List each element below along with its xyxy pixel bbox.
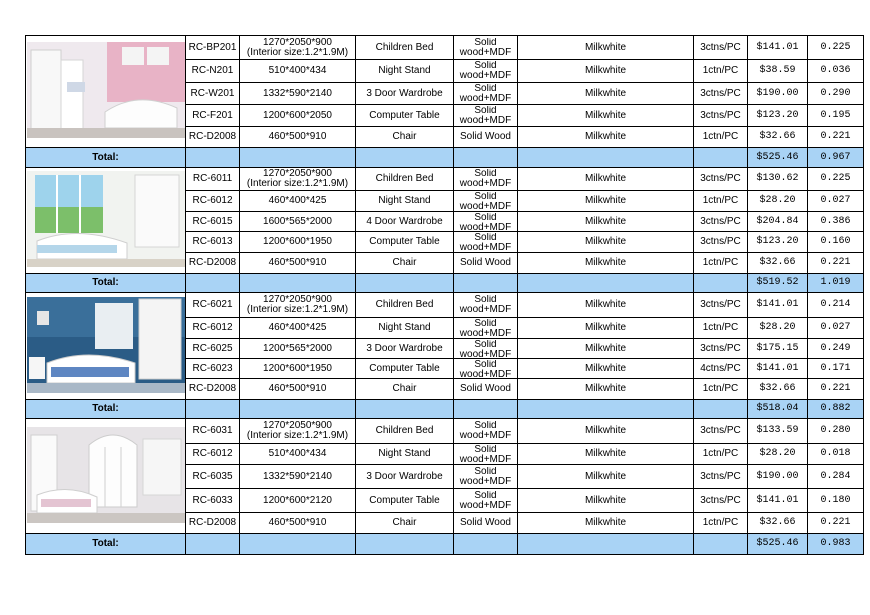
total-empty-cell (186, 148, 240, 168)
item-price: $141.01 (748, 359, 808, 379)
item-volume: 0.225 (808, 36, 864, 60)
item-size: 1200*565*2000 (240, 339, 356, 359)
item-code: RC-6012 (186, 318, 240, 339)
item-volume: 0.160 (808, 232, 864, 253)
item-name: Chair (356, 253, 454, 274)
material-value: Solid wood+MDF (459, 295, 512, 315)
total-label: Total: (26, 274, 186, 293)
size-value: 1270*2050*900 (263, 420, 332, 431)
item-color: Milkwhite (518, 339, 694, 359)
total-empty-cell (518, 534, 694, 555)
bedroom-set-grey-photo (26, 419, 186, 534)
total-empty-cell (694, 148, 748, 168)
item-name: 3 Door Wardrobe (356, 465, 454, 489)
total-volume: 0.967 (808, 148, 864, 168)
item-name: Children Bed (356, 419, 454, 444)
item-packing: 3ctns/PC (694, 168, 748, 191)
item-color: Milkwhite (518, 379, 694, 400)
item-material: Solid Wood (454, 127, 518, 148)
item-material (454, 359, 518, 379)
total-empty-cell (240, 534, 356, 555)
material-value: Solid wood+MDF (459, 421, 512, 441)
item-price: $141.01 (748, 293, 808, 318)
total-volume: 0.983 (808, 534, 864, 555)
total-price: $519.52 (748, 274, 808, 293)
item-code: RC-D2008 (186, 253, 240, 274)
item-price: $38.59 (748, 60, 808, 83)
item-size: 1200*600*2120 (240, 489, 356, 513)
total-empty-cell (356, 400, 454, 419)
item-size: 1332*590*2140 (240, 465, 356, 489)
item-row (26, 419, 864, 444)
item-material (454, 105, 518, 127)
item-material (454, 60, 518, 83)
item-name: Computer Table (356, 359, 454, 379)
item-size: 1200*600*1950 (240, 359, 356, 379)
item-price: $28.20 (748, 444, 808, 465)
bedroom-set-pink-photo (26, 36, 186, 148)
item-volume: 0.171 (808, 359, 864, 379)
total-empty-cell (518, 274, 694, 293)
item-code: RC-6015 (186, 212, 240, 232)
item-material (454, 293, 518, 318)
total-price: $525.46 (748, 534, 808, 555)
item-color: Milkwhite (518, 191, 694, 212)
total-row (26, 148, 864, 168)
item-packing: 1ctn/PC (694, 253, 748, 274)
item-code: RC-6033 (186, 489, 240, 513)
total-empty-cell (186, 274, 240, 293)
item-color: Milkwhite (518, 318, 694, 339)
item-material (454, 489, 518, 513)
item-code: RC-D2008 (186, 379, 240, 400)
item-code: RC-6021 (186, 293, 240, 318)
item-packing: 3ctns/PC (694, 339, 748, 359)
total-row (26, 274, 864, 293)
item-size: 460*500*910 (240, 379, 356, 400)
item-size (240, 419, 356, 444)
item-material (454, 318, 518, 339)
item-material (454, 212, 518, 232)
item-color: Milkwhite (518, 60, 694, 83)
item-color: Milkwhite (518, 419, 694, 444)
item-name: Chair (356, 127, 454, 148)
item-volume: 0.221 (808, 379, 864, 400)
size-value: 1270*2050*900 (263, 36, 332, 48)
total-empty-cell (518, 148, 694, 168)
item-material (454, 444, 518, 465)
material-value: Solid wood+MDF (459, 212, 512, 231)
item-price: $204.84 (748, 212, 808, 232)
product-photo (27, 297, 185, 393)
item-price: $28.20 (748, 191, 808, 212)
item-color: Milkwhite (518, 444, 694, 465)
item-price: $123.20 (748, 232, 808, 253)
item-color: Milkwhite (518, 232, 694, 253)
item-price: $123.20 (748, 105, 808, 127)
material-value: Solid wood+MDF (459, 490, 512, 511)
item-size (240, 293, 356, 318)
item-volume: 0.221 (808, 127, 864, 148)
item-price: $32.66 (748, 379, 808, 400)
bedroom-set-window-photo (26, 168, 186, 274)
item-volume: 0.284 (808, 465, 864, 489)
item-code: RC-F201 (186, 105, 240, 127)
item-row (26, 36, 864, 60)
item-name: Computer Table (356, 105, 454, 127)
item-packing: 3ctns/PC (694, 489, 748, 513)
item-name: Chair (356, 379, 454, 400)
total-empty-cell (186, 534, 240, 555)
item-size: 460*400*425 (240, 318, 356, 339)
total-label: Total: (26, 148, 186, 168)
item-packing: 3ctns/PC (694, 419, 748, 444)
item-name: Computer Table (356, 489, 454, 513)
product-photo (27, 427, 185, 523)
item-code: RC-D2008 (186, 513, 240, 534)
item-color: Milkwhite (518, 168, 694, 191)
item-packing: 3ctns/PC (694, 83, 748, 105)
item-size: 510*400*434 (240, 60, 356, 83)
item-color: Milkwhite (518, 105, 694, 127)
item-color: Milkwhite (518, 36, 694, 60)
product-photo (27, 42, 185, 138)
item-size: 1200*600*2050 (240, 105, 356, 127)
size-note: (Interior size:1.2*1.9M) (246, 430, 349, 441)
total-empty-cell (356, 274, 454, 293)
item-code: RC-6025 (186, 339, 240, 359)
material-value: Solid wood+MDF (459, 318, 512, 338)
item-size: 460*500*910 (240, 127, 356, 148)
total-price: $518.04 (748, 400, 808, 419)
item-packing: 3ctns/PC (694, 105, 748, 127)
item-packing: 1ctn/PC (694, 127, 748, 148)
item-size: 510*400*434 (240, 444, 356, 465)
total-empty-cell (694, 400, 748, 419)
material-value: Solid wood+MDF (459, 169, 512, 189)
size-note: (Interior size:1.2*1.9M) (246, 178, 349, 189)
item-packing: 1ctn/PC (694, 444, 748, 465)
item-price: $130.62 (748, 168, 808, 191)
item-price: $32.66 (748, 253, 808, 274)
total-empty-cell (694, 274, 748, 293)
item-volume: 0.290 (808, 83, 864, 105)
item-color: Milkwhite (518, 253, 694, 274)
item-packing: 1ctn/PC (694, 191, 748, 212)
item-color: Milkwhite (518, 293, 694, 318)
item-volume: 0.249 (808, 339, 864, 359)
material-value: Solid wood+MDF (459, 232, 512, 252)
item-volume: 0.180 (808, 489, 864, 513)
item-size: 460*400*425 (240, 191, 356, 212)
item-volume: 0.027 (808, 318, 864, 339)
total-empty-cell (454, 534, 518, 555)
item-code: RC-6031 (186, 419, 240, 444)
size-value: 1270*2050*900 (263, 294, 332, 305)
total-empty-cell (240, 400, 356, 419)
item-code: RC-W201 (186, 83, 240, 105)
item-name: Night Stand (356, 444, 454, 465)
item-volume: 0.195 (808, 105, 864, 127)
item-price: $190.00 (748, 83, 808, 105)
item-volume: 0.386 (808, 212, 864, 232)
total-empty-cell (240, 274, 356, 293)
item-volume: 0.027 (808, 191, 864, 212)
item-size: 460*500*910 (240, 253, 356, 274)
total-label: Total: (26, 400, 186, 419)
item-code: RC-6012 (186, 444, 240, 465)
item-size: 1600*565*2000 (240, 212, 356, 232)
item-code: RC-6011 (186, 168, 240, 191)
size-value: 1270*2050*900 (263, 168, 332, 179)
item-name: Night Stand (356, 60, 454, 83)
item-volume: 0.036 (808, 60, 864, 83)
item-material (454, 83, 518, 105)
item-code: RC-6013 (186, 232, 240, 253)
item-name: Computer Table (356, 232, 454, 253)
item-code: RC-BP201 (186, 36, 240, 60)
item-size: 1332*590*2140 (240, 83, 356, 105)
item-size: 460*500*910 (240, 513, 356, 534)
item-code: RC-6023 (186, 359, 240, 379)
item-name: Night Stand (356, 318, 454, 339)
item-packing: 3ctns/PC (694, 293, 748, 318)
material-value: Solid wood+MDF (459, 359, 512, 378)
item-row (26, 293, 864, 318)
product-photo (27, 171, 185, 267)
item-material (454, 168, 518, 191)
item-code: RC-D2008 (186, 127, 240, 148)
item-packing: 3ctns/PC (694, 232, 748, 253)
item-code: RC-6012 (186, 191, 240, 212)
item-material (454, 465, 518, 489)
material-value: Solid wood+MDF (459, 37, 512, 58)
total-volume: 1.019 (808, 274, 864, 293)
total-label: Total: (26, 534, 186, 555)
item-volume: 0.280 (808, 419, 864, 444)
item-price: $32.66 (748, 127, 808, 148)
material-value: Solid wood+MDF (459, 444, 512, 464)
item-volume: 0.221 (808, 513, 864, 534)
item-price: $32.66 (748, 513, 808, 534)
item-volume: 0.225 (808, 168, 864, 191)
item-volume: 0.214 (808, 293, 864, 318)
item-color: Milkwhite (518, 83, 694, 105)
total-empty-cell (454, 400, 518, 419)
item-price: $190.00 (748, 465, 808, 489)
item-color: Milkwhite (518, 465, 694, 489)
item-packing: 1ctn/PC (694, 60, 748, 83)
material-value: Solid wood+MDF (459, 339, 512, 358)
item-material (454, 232, 518, 253)
item-material: Solid Wood (454, 253, 518, 274)
item-packing: 1ctn/PC (694, 318, 748, 339)
item-color: Milkwhite (518, 212, 694, 232)
item-name: 3 Door Wardrobe (356, 83, 454, 105)
item-material (454, 191, 518, 212)
item-color: Milkwhite (518, 359, 694, 379)
item-color: Milkwhite (518, 127, 694, 148)
total-empty-cell (518, 400, 694, 419)
total-row (26, 400, 864, 419)
size-note: (Interior size:1.2*1.9M) (246, 46, 349, 58)
item-name: 4 Door Wardrobe (356, 212, 454, 232)
total-empty-cell (356, 534, 454, 555)
item-row (26, 168, 864, 191)
item-color: Milkwhite (518, 489, 694, 513)
item-packing: 4ctns/PC (694, 359, 748, 379)
item-material: Solid Wood (454, 513, 518, 534)
total-price: $525.46 (748, 148, 808, 168)
item-price: $28.20 (748, 318, 808, 339)
item-size: 1200*600*1950 (240, 232, 356, 253)
item-packing: 1ctn/PC (694, 379, 748, 400)
material-value: Solid wood+MDF (459, 191, 512, 211)
item-material (454, 419, 518, 444)
total-empty-cell (240, 148, 356, 168)
item-volume: 0.221 (808, 253, 864, 274)
item-material: Solid Wood (454, 379, 518, 400)
item-material (454, 36, 518, 60)
material-value: Solid wood+MDF (459, 105, 512, 126)
material-value: Solid wood+MDF (459, 466, 512, 487)
item-price: $141.01 (748, 489, 808, 513)
item-size (240, 36, 356, 60)
total-empty-cell (694, 534, 748, 555)
total-empty-cell (356, 148, 454, 168)
total-empty-cell (186, 400, 240, 419)
material-value: Solid wood+MDF (459, 83, 512, 104)
price-list-table (25, 35, 864, 555)
item-packing: 1ctn/PC (694, 513, 748, 534)
item-packing: 3ctns/PC (694, 36, 748, 60)
item-price: $175.15 (748, 339, 808, 359)
item-name: Children Bed (356, 36, 454, 60)
item-name: Children Bed (356, 293, 454, 318)
item-code: RC-6035 (186, 465, 240, 489)
size-note: (Interior size:1.2*1.9M) (246, 304, 349, 315)
bedroom-set-blue-photo (26, 293, 186, 400)
item-color: Milkwhite (518, 513, 694, 534)
item-price: $133.59 (748, 419, 808, 444)
item-packing: 3ctns/PC (694, 465, 748, 489)
item-size (240, 168, 356, 191)
total-row (26, 534, 864, 555)
item-name: Children Bed (356, 168, 454, 191)
total-empty-cell (454, 274, 518, 293)
item-price: $141.01 (748, 36, 808, 60)
item-volume: 0.018 (808, 444, 864, 465)
item-name: 3 Door Wardrobe (356, 339, 454, 359)
material-value: Solid wood+MDF (459, 61, 512, 81)
item-name: Chair (356, 513, 454, 534)
item-material (454, 339, 518, 359)
item-packing: 3ctns/PC (694, 212, 748, 232)
total-volume: 0.882 (808, 400, 864, 419)
item-code: RC-N201 (186, 60, 240, 83)
total-empty-cell (454, 148, 518, 168)
item-name: Night Stand (356, 191, 454, 212)
